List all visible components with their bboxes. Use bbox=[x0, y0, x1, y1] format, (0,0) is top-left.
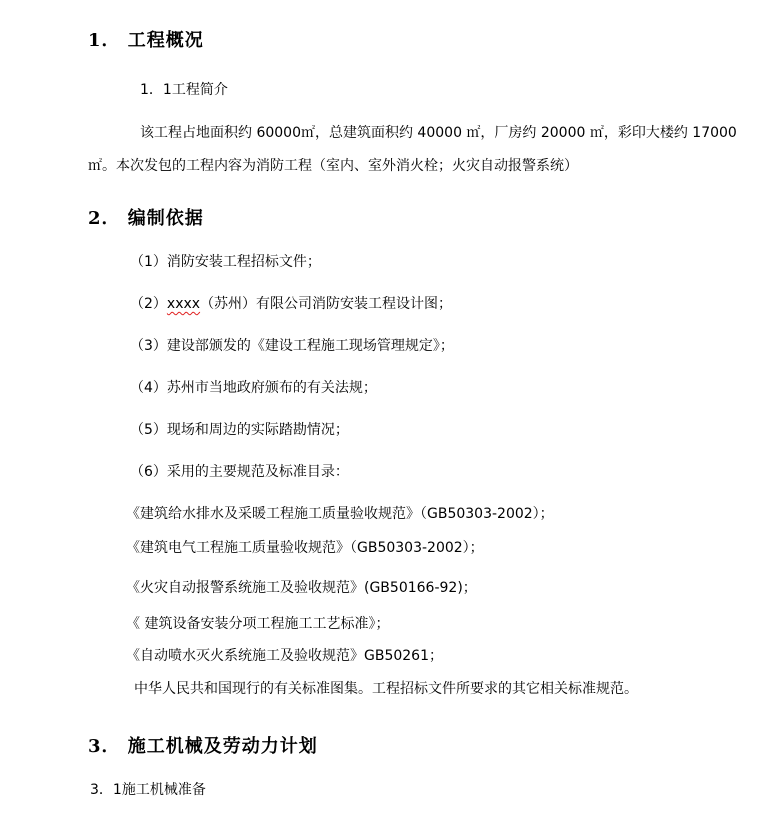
basis-item-4: （4）苏州市当地政府颁布的有关法规； bbox=[130, 380, 377, 396]
standard-closing-line: 中华人民共和国现行的有关标准图集。工程招标文件所要求的其它相关标准规范。 bbox=[134, 681, 638, 697]
section-1-heading: 1． 工程概况 bbox=[88, 30, 204, 51]
section-1-1-heading: 1．1工程简介 bbox=[140, 82, 228, 98]
section-2-heading: 2． 编制依据 bbox=[88, 208, 204, 229]
standard-item-1: 《建筑给水排水及采暖工程施工质量验收规范》（GB50303-2002）； bbox=[126, 506, 554, 522]
basis-item-2 bbox=[130, 293, 452, 313]
project-intro-line-2: ㎡。本次发包的工程内容为消防工程（室内、室外消火栓；火灾自动报警系统） bbox=[88, 158, 578, 174]
basis-item-6: （6）采用的主要规范及标准目录： bbox=[130, 464, 349, 480]
standard-item-4: 《 建筑设备安装分项工程施工工艺标准》； bbox=[126, 616, 390, 632]
section-3-1-heading: 3．1施工机械准备 bbox=[90, 782, 206, 798]
project-intro-line-1: 该工程占地面积约 60000㎡，总建筑面积约 40000 ㎡，厂房约 20000 ㎡，彩印大楼约 17000 bbox=[140, 125, 737, 141]
standard-item-3: 《火灾自动报警系统施工及验收规范》(GB50166-92)； bbox=[126, 580, 477, 596]
basis-item-2-prefix: （2） bbox=[130, 296, 167, 312]
standard-item-5: 《自动喷水灭火系统施工及验收规范》GB50261； bbox=[126, 648, 443, 664]
standard-item-2: 《建筑电气工程施工质量验收规范》（GB50303-2002）； bbox=[126, 540, 484, 556]
basis-item-1: （1）消防安装工程招标文件； bbox=[130, 254, 321, 270]
section-3-heading: 3． 施工机械及劳动力计划 bbox=[88, 736, 318, 757]
basis-item-5: （5）现场和周边的实际踏勘情况； bbox=[130, 422, 349, 438]
placeholder-company-name: xxxx bbox=[166, 296, 201, 312]
basis-item-2-text: （苏州）有限公司消防安装工程设计图； bbox=[200, 296, 453, 312]
basis-item-3: （3）建设部颁发的《建设工程施工现场管理规定》； bbox=[130, 338, 454, 354]
